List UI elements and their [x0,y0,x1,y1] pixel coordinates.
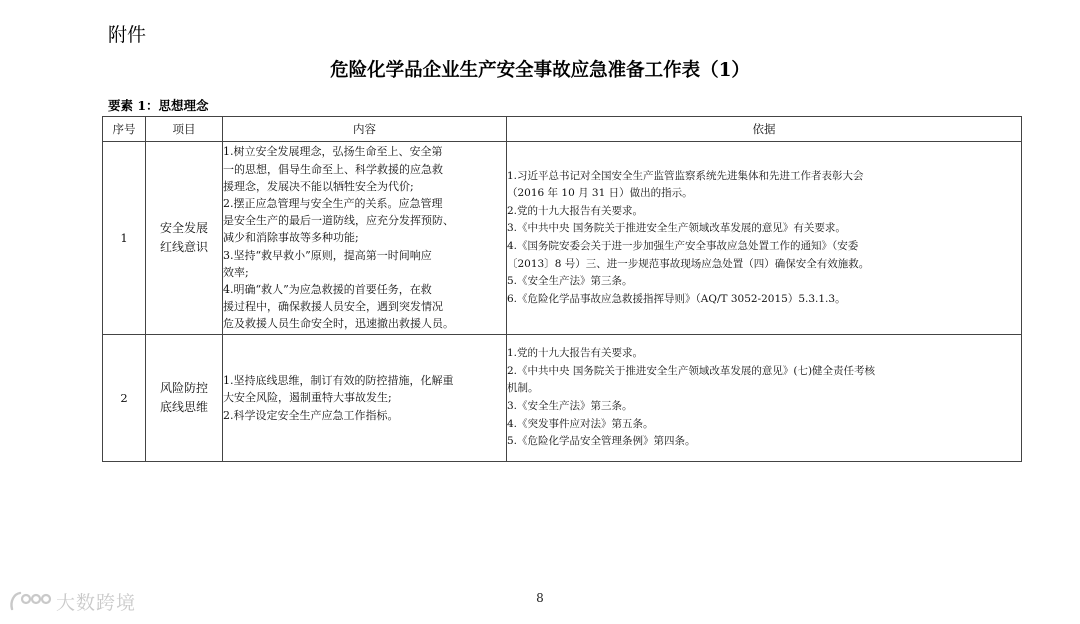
content-line: 危及救援人员生命安全时，迅速撤出救援人员。 [223,317,454,331]
row-item [146,335,223,462]
basis-line: 4.《国务院安委会关于进一步加强生产安全事故应急处置工作的通知》（安委 [507,240,859,252]
row-basis [507,142,1022,335]
content-line: 2.科学设定安全生产应急工作指标。 [223,408,399,422]
content-line: 1.坚持底线思维，制订有效的防控措施，化解重 [223,374,454,388]
col-header-item: 项目 [146,117,223,142]
item-line: 底线思维 [159,400,208,414]
row-basis [507,335,1022,462]
col-header-basis: 依据 [507,117,1022,142]
basis-line: 6.《危险化学品事故应急救援指挥导则》（AQ/T 3052-2015）5.3.1.3。 [507,292,846,305]
content-line: 效率; [223,265,249,279]
content-line: 一的思想，倡导生命至上、科学救援的应急救 [223,162,443,176]
basis-line: 5.《危险化学品安全管理条例》第四条。 [507,435,696,448]
emergency-prep-table [102,116,1022,462]
content-line: 是安全生产的最后一道防线，应充分发挥预防、 [223,214,454,228]
basis-line: 2.党的十九大报告有关要求。 [507,204,644,217]
basis-line: 3.《安全生产法》第三条。 [507,400,633,412]
content-line: 1.树立安全发展理念，弘扬生命至上、安全第 [223,145,443,159]
basis-line: 1.习近平总书记对全国安全生产监管监察系统先进集体和先进工作者表彰大会 [507,169,864,182]
document-title: 危险化学品企业生产安全事故应急准备工作表（1） [330,60,750,81]
row-number: 1 [103,142,146,335]
basis-line: 1.党的十九大报告有关要求。 [507,347,644,360]
content-line: 4.明确“救人”为应急救援的首要任务，在救 [223,283,432,296]
content-line: 援过程中，确保救援人员安全，遇到突发情况 [223,300,443,314]
row-number: 2 [103,335,146,462]
brand-logo-icon [8,589,52,615]
content-line: 大安全风险，遏制重特大事故发生; [223,391,392,405]
row-item [146,142,223,335]
row-content [223,142,507,335]
basis-line: 5.《安全生产法》第三条。 [507,275,633,288]
watermark [8,588,136,615]
element-label: 要素 1：思想理念 [108,98,209,113]
col-header-num: 序号 [103,117,146,142]
content-line: 援理念，发展决不能以牺牲安全为代价; [223,179,414,193]
content-line: 3.坚持“救早救小”原则，提高第一时间响应 [223,248,432,262]
basis-line: 3.《中共中央 国务院关于推进安全生产领域改革发展的意见》有关要求。 [507,222,846,235]
table-row [103,335,1022,462]
page-number: 8 [536,591,544,605]
content-line: 减少和消除事故等多种功能; [223,231,359,245]
item-line: 风险防控 [159,381,208,395]
basis-line: 4.《突发事件应对法》第五条。 [507,417,654,430]
watermark-text: 大数跨境 [56,592,137,614]
table-header-row [103,117,1022,142]
content-line: 2.摆正应急管理与安全生产的关系。应急管理 [223,196,443,210]
basis-line: 机制。 [507,382,539,395]
basis-line: （2016 年 10 月 31 日）做出的指示。 [507,187,693,200]
item-line: 安全发展 [159,221,208,235]
attachment-label: 附件 [108,24,147,46]
basis-line: 2.《中共中央 国务院关于推进安全生产领域改革发展的意见》(七)健全责任考核 [507,364,876,377]
table-row [103,142,1022,335]
basis-line: 〔2013〕8 号）三、进一步规范事故现场应急处置（四）确保安全有效施救。 [507,257,870,270]
col-header-content: 内容 [223,117,507,142]
item-line: 红线意识 [159,240,208,254]
row-content [223,335,507,462]
